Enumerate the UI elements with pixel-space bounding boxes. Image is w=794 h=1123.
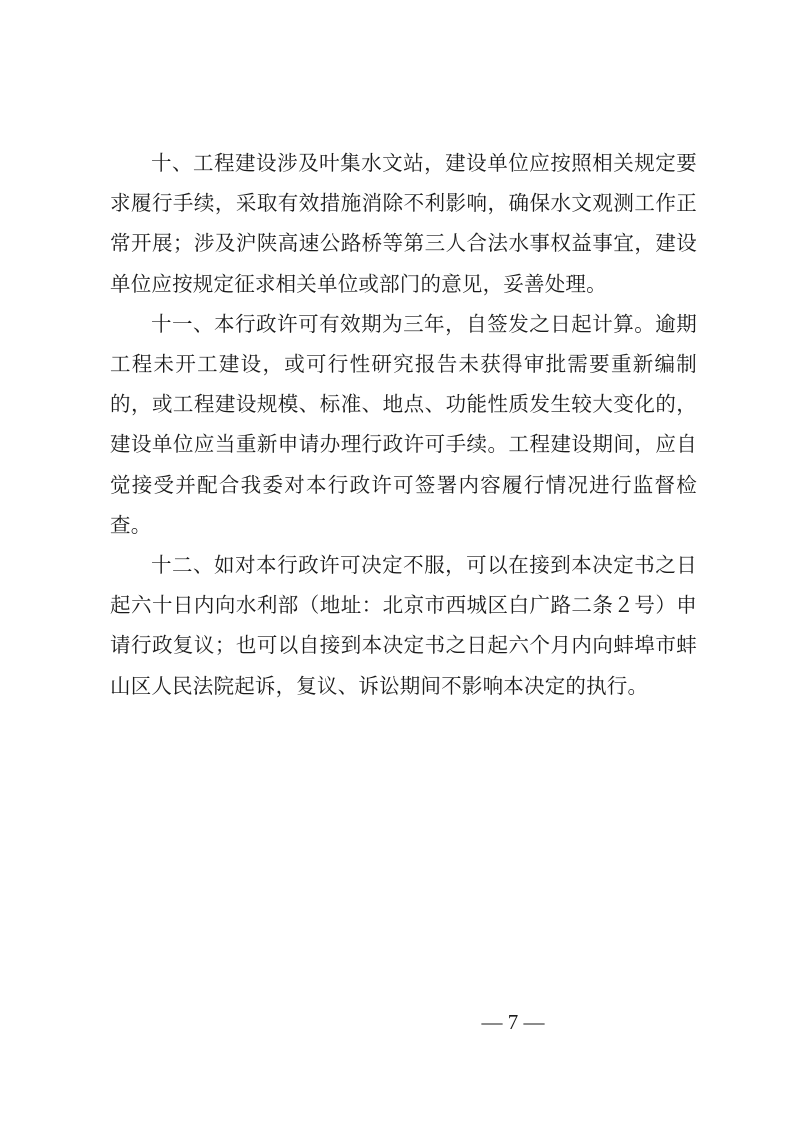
paragraph-item-11: 十一、本行政许可有效期为三年，自签发之日起计算。逾期工程未开工建设，或可行性研究报告未获得审批需要重新编制的，或工程建设规模、标准、地点、功能性质发生较大变化的，建设单位应当重新申请办理行政许可手续。工程建设期间，应自觉接受并配合我委对本行政许可签署内容履行情况进行监督检查。 bbox=[110, 311, 697, 537]
paragraph-item-12: 十二、如对本行政许可决定不服，可以在接到本决定书之日起六十日内向水利部（地址：北京市西城区白广路二条２号）申请行政复议；也可以自接到本决定书之日起六个月内向蚌埠市蚌山区人民法院起诉，复议、诉讼期间不影响本决定的执行。 bbox=[110, 553, 697, 698]
paragraph-item-10: 十、工程建设涉及叶集水文站，建设单位应按照相关规定要求履行手续，采取有效措施消除不利影响，确保水文观测工作正常开展；涉及沪陕高速公路桥等第三人合法水事权益事宜，建设单位应按规定征求相关单位或部门的意见，妥善处理。 bbox=[110, 151, 697, 296]
page-number: — 7 — bbox=[481, 1010, 545, 1034]
document-body bbox=[110, 143, 697, 706]
